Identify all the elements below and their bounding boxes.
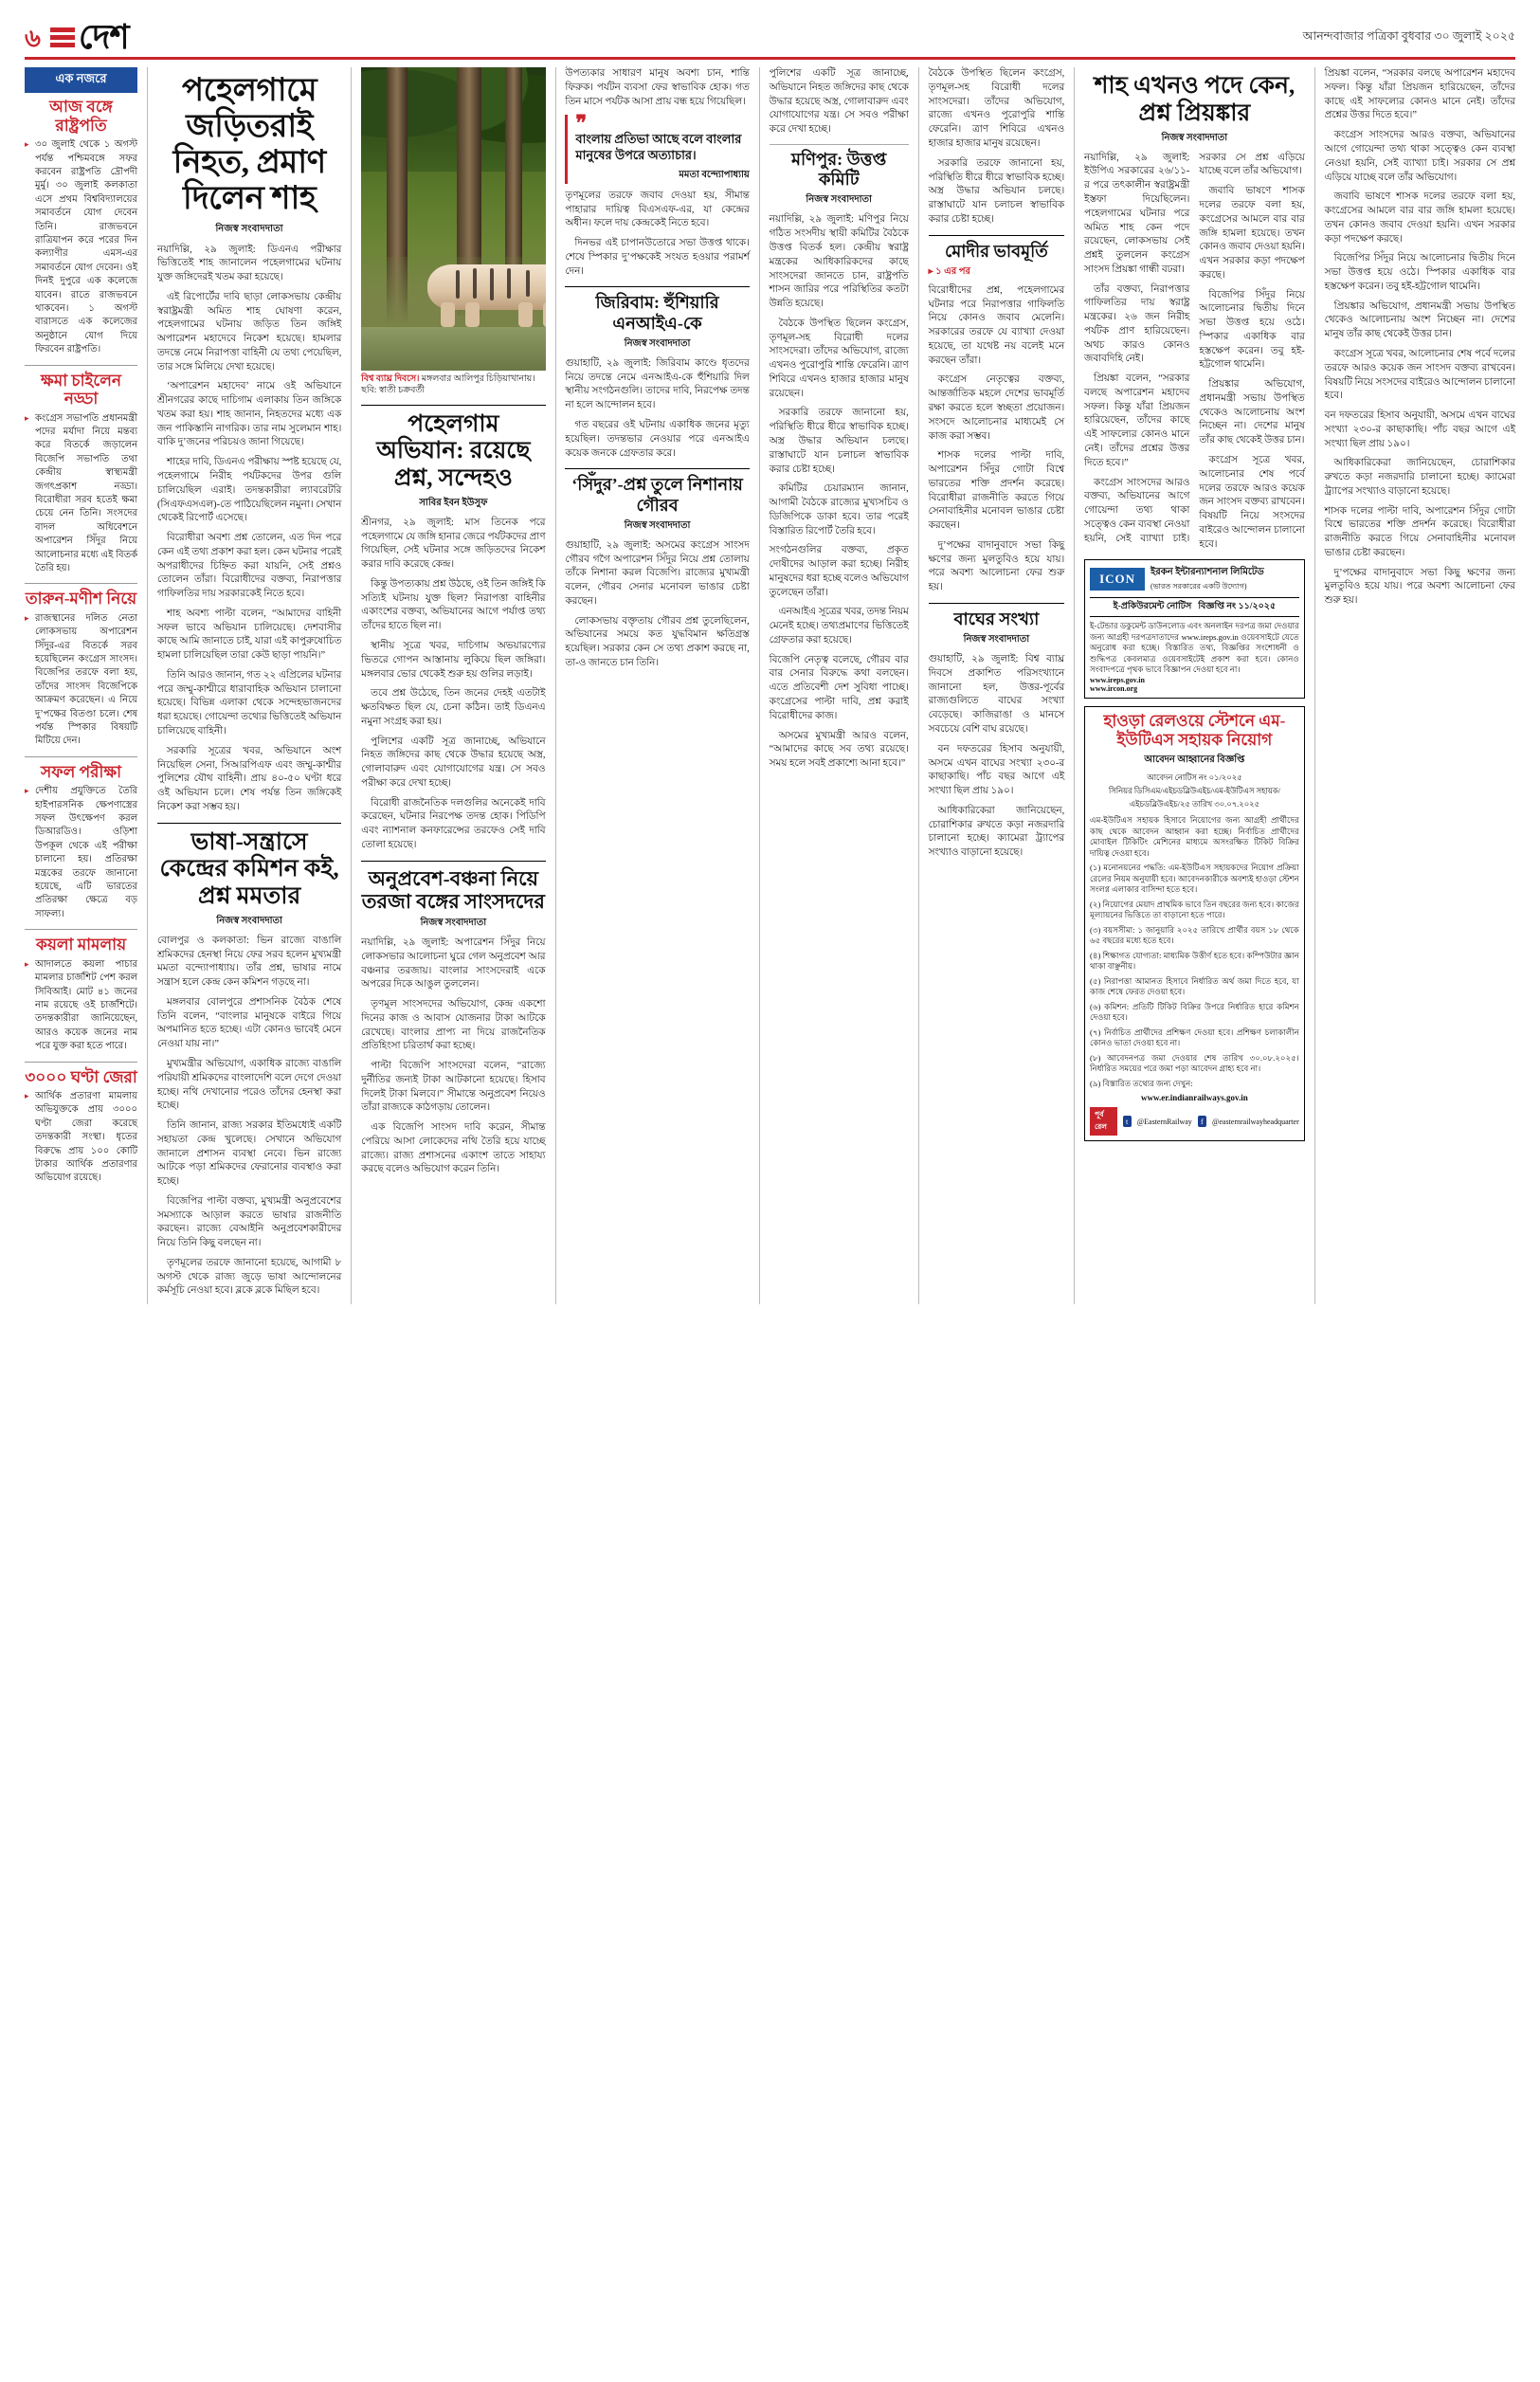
bhasa-body: [157, 935, 341, 1299]
jb-p-3: এনআইএ সূত্রের খবর, তদন্ত নিয়ম মেনেই হচ্ছে। তথ্যপ্রমাণের ভিত্তিতেই গ্রেফতার করা হয়েছে।: [769, 607, 909, 646]
modi-continued-label: ১ এর পর: [935, 265, 971, 277]
lead-p-5: শাহ অবশ্য পাল্টা বলেন, “আমাদের বাহিনী সফল ভাবে অভিযান চালিয়েছে। দেশবাসীর কাছে আমি জানাতে চাই, যারা এই কাপুরুষোচিত হামলা চালিয়েছিল তারা কেউ ছাড়া পায়নি।”: [156, 608, 342, 662]
glance-head-0: আজ বঙ্গে রাষ্ট্রপতি: [49, 98, 113, 135]
ircon-notice-label: ই-প্রকিউরমেন্ট নোটিস: [1113, 602, 1192, 612]
mn-p-1: বৈঠকে উপস্থিত ছিলেন কংগ্রেস, তৃণমূল-সহ বিরোধী দলের সাংসদেরা। তাঁদের অভিযোগ, রাজ্যে এখনও পুরোপুরি শান্তি ফেরেনি। ত্রাণ শিবিরে এখনও হাজার হাজার মানুষ রয়েছেন।: [769, 318, 909, 399]
jiribam-cont: [770, 544, 909, 647]
railway-ad-subtitle: আবেদন আহ্বানের বিজ্ঞপ্তি: [1144, 755, 1245, 766]
jb-p-2: সংগঠনগুলির বক্তব্য, প্রকৃত দোষীদের আড়াল করা হচ্ছে। নিরীহ মানুষদের ধরা হচ্ছে বলেও অভিযোগ তুলেছেন তাঁরা।: [769, 545, 909, 598]
jb-p-1: গত বছরের ওই ঘটনায় একাধিক জনের মৃত্যু হয়েছিল। তদন্তভার নেওয়ার পরে এনআইএ কয়েক জনকে গ্রেফতার করে।: [565, 419, 750, 459]
manipur-byline: নিজস্ব সংবাদদাতা: [806, 194, 872, 206]
lead-p-3: শাহের দাবি, ডিএনএ পরীক্ষায় স্পষ্ট হয়েছে যে, পহেলগামে নিরীহ পর্যটকদের উপর গুলি চালিয়েছিল এরাই। তদন্তকারীরা ল্যাবরেটরি (সিএফএসএল)-তে পাঠিয়েছিলেন নমুনা। সেখান থেকেই রিপোর্ট এসেছে।: [156, 457, 342, 524]
sp-p-2: প্রিয়ঙ্কা বলেন, “সরকার বলছে অপারেশন মহাদেব সফল। কিন্তু যাঁরা প্রিয়জন হারিয়েছেন, তাঁদের কাছে এই সাফল্যের কোনও মানে নেই। তাঁদের প্রশ্নের উত্তর দিতে হবে।”: [1084, 373, 1190, 468]
pa-p-6: উপত্যকার সাধারণ মানুষ অবশ্য চান, শান্তি ফিরুক। পর্যটন ব্যবসা ফের স্বাভাবিক হোক। গত তিন মাসে পর্যটক আসা প্রায় বন্ধ হয়ে গিয়েছিল।: [565, 68, 750, 107]
tc-p-1: বন দফতরের হিসাব অনুযায়ী, অসমে এখন বাঘের সংখ্যা ২৩০-র কাছাকাছি। পাঁচ বছর আগে এই সংখ্যা ছিল প্রায় ১৯০।: [928, 743, 1065, 797]
railway-ad-footer: [1090, 1107, 1299, 1136]
glance-item-5: ▸ আর্থিক প্রতারণা মামলায় অভিযুক্তকে প্রায় ৩০০০ ঘণ্টা জেরা করেছে তদন্তকারী সংস্থা। ধৃতের বিরুদ্ধে প্রায় ১০০ কোটি টাকার আর্থিক প্রতারণার অভিযোগ রয়েছে।: [25, 1090, 137, 1186]
bhasa-p-2: মুখ্যমন্ত্রীর অভিযোগ, একাধিক রাজ্যে বাঙালি পরিযায়ী শ্রমিকদের বাংলাদেশি বলে দেগে দেওয়া হচ্ছে। নথি দেখানোর পরেও তাঁদের হেনস্থা করা হচ্ছে।: [156, 1058, 342, 1112]
modi-image-headline: মোদীর ভাবমূর্তি: [944, 241, 1048, 261]
railway-ad-title: হাওড়া রেলওয়ে স্টেশনে এম-ইউটিএস সহায়ক নিয়োগ: [1103, 711, 1286, 749]
shah-prasna-cont: [1325, 67, 1515, 404]
mi-p-1: কংগ্রেস নেতৃত্বের বক্তব্য, আন্তর্জাতিক মহলে দেশের ভাবমূর্তি রক্ষা করতে হলে স্বচ্ছতা প্রয়োজন। সংসদে আলোচনার মাধ্যমেই সে কাজ করা সম্ভব।: [928, 374, 1065, 442]
pahelgam-abhijan-cont: [565, 67, 749, 109]
mi-p-3b: দু’পক্ষের বাদানুবাদে সভা কিছু ক্ষণের জন্য মুলতুবিও হয়ে যায়। পরে অবশ্য আলোচনা ফের শুরু হয়।: [1324, 567, 1515, 607]
sp-p-4: জবাবি ভাষণে শাসক দলের তরফে বলা হয়, কংগ্রেসের আমলে বার বার জঙ্গি হামলা হয়েছে। তখন কোনও জবাব দেওয়া হয়নি। এখন সরকার কড়া পদক্ষেপ করছে।: [1199, 186, 1305, 281]
bhasa-byline: নিজস্ব সংবাদদাতা: [216, 915, 282, 926]
bhasa-headline: ভাষা-সন্ত্রাসে কেন্দ্রের কমিশন কই, প্রশ্ন মমতার: [159, 828, 339, 910]
column-four: [565, 67, 749, 1304]
rw-point-5: (৬) কমিশন: প্রতিটি টিকিট বিক্রির উপরে নির্ধারিত হারে কমিশন দেওয়া হবে।: [1090, 1001, 1299, 1023]
rw-point-0: (১) মনোনয়নের পদ্ধতি: এম-ইউটিএস সহায়কদের নিয়োগ প্রক্রিয়া রেলের নিয়ম অনুযায়ী হবে। আবেদনকারীকে অবশ্যই হাওড়া স্টেশন সংলগ্ন এলাকার বাসিন্দা হতে হবে।: [1090, 863, 1299, 895]
tc-p-0: গুয়াহাটি, ২৯ জুলাই: বিশ্ব ব্যাঘ্র দিবসে প্রকাশিত পরিসংখ্যানে জানানো হল, উত্তর-পূর্বের রাজ্যগুলিতে বাঘের সংখ্যা বেড়েছে। কাজিরাঙা ও মানসে সবচেয়ে বেশি বাঘ রয়েছে।: [928, 654, 1065, 735]
rw-point-8: (৯) বিস্তারিত তথ্যের জন্য দেখুন:: [1090, 1078, 1193, 1088]
manipur-body: [770, 213, 909, 538]
bhasa-pullquote: [565, 111, 750, 183]
sp-p-3b: কংগ্রেস সাংসদের আরও বক্তব্য, অভিযানের আগে গোয়েন্দা তথ্য থাকা সত্ত্বেও কেন ব্যবস্থা নেওয়া হয়নি, সেই ব্যাখ্যা চাই। সরকার সে প্রশ্ন এড়িয়ে যাচ্ছে বলে তাঁর অভিযোগ।: [1324, 130, 1515, 183]
masthead-dateline: আনন্দবাজার পত্রিকা বুধবার ৩০ জুলাই ২০২৫: [1302, 29, 1515, 44]
shah-prasna-byline: নিজস্ব সংবাদদাতা: [1161, 132, 1228, 143]
pa-p-0: শ্রীনগর, ২৯ জুলাই: মাস তিনেক পরে পহেলগামে যে জঙ্গি হানার জেরে পর্যটকদের প্রাণ গিয়েছিল, সেই ঘটনার সঙ্গে জড়িতদের নিকেশ করার দাবি করেছে কেন্দ্র।: [361, 517, 546, 571]
sp-p-7: কংগ্রেস সূত্রে খবর, আলোচনার শেষ পর্বে দলের তরফে আরও কয়েক জন সাংসদ বক্তব্য রাখবেন। বিষয়টি নিয়ে সংসদের বাইরেও আন্দোলন চালানো হবে।: [1199, 455, 1305, 550]
mn-p-1b: বৈঠকে উপস্থিত ছিলেন কংগ্রেস, তৃণমূল-সহ বিরোধী দলের সাংসদেরা। তাঁদের অভিযোগ, রাজ্যে এখনও পুরোপুরি শান্তি ফেরেনি। ত্রাণ শিবিরে এখনও হাজার হাজার মানুষ রয়েছেন।: [928, 68, 1065, 150]
glance-head-2: তারুন-মণীশ নিয়ে: [25, 590, 137, 609]
shah-prasna-headline: শাহ এখনও পদে কেন, প্রশ্ন প্রিয়ঙ্কার: [1094, 73, 1295, 126]
photo-caption: [361, 373, 545, 396]
at-a-glance-tab: এক নজরে: [25, 67, 137, 93]
section-divider-e: [565, 468, 749, 469]
jb-p-0: গুয়াহাটি, ২৯ জুলাই: জিরিবাম কাণ্ডে ধৃতদের নিয়ে তদন্তে নেমে এনআইএ-কে হুঁশিয়ারি দিল স্থানীয় সংগঠনগুলি। তাদের দাবি, নিরপেক্ষ তদন্ত না হলে আন্দোলন হবে।: [565, 357, 750, 411]
column-at-a-glance: [25, 67, 137, 1304]
rw-point-2: (৩) বয়সসীমা: ১ জানুয়ারি ২০২৫ তারিখে প্রার্থীর বয়স ১৮ থেকে ৬৫ বছরের মধ্যে হতে হবে।: [1090, 924, 1299, 946]
photo-caption-text: মঙ্গলবার আলিপুর চিড়িয়াখানায়। ছবি: স্বাতী চক্রবর্তী: [361, 374, 535, 396]
masthead-left: [25, 18, 129, 56]
rw-point-6: (৭) নির্বাচিত প্রার্থীদের প্রশিক্ষণ দেওয়া হবে। প্রশিক্ষণ চলাকালীন কোনও ভাতা দেওয়া হবে না।: [1090, 1027, 1299, 1048]
sg-p-0: গুয়াহাটি, ২৯ জুলাই: অসমের কংগ্রেস সাংসদ গৌরব গগৈ অপারেশন সিঁদুর নিয়ে প্রশ্ন তোলায় তাঁকে নিশানা করল বিজেপি। রাজ্যের মুখ্যমন্ত্রী বলেন, গৌরব সেনার মনোবল ভাঙার চেষ্টা করছেন।: [565, 539, 750, 607]
rw-point-4: (৫) নিরাপত্তা আমানত হিসাবে নির্ধারিত অর্থ জমা দিতে হবে, যা কাজ শেষে ফেরত দেওয়া হবে।: [1090, 975, 1299, 997]
pa-p-2b: পুলিশের একটি সূত্র জানাচ্ছে, অভিযানে নিহত জঙ্গিদের কাছ থেকে উদ্ধার হয়েছে অস্ত্র, গোলাবারুদ এবং যোগাযোগের যন্ত্র। সে সবও পরীক্ষা করে দেখা হচ্ছে।: [769, 68, 909, 136]
ircon-logo-row: [1090, 565, 1299, 593]
tiger-photo-wrap: [361, 67, 545, 396]
column-three: [361, 67, 545, 1304]
glance-item-1: ▸ কংগ্রেস সভাপতি প্রধানমন্ত্রী পদের মর্যাদা নিয়ে মন্তব্য করে বিতর্কে জড়ালেন বিজেপি সভাপতি তথা কেন্দ্রীয় স্বাস্থ্যমন্ত্রী জগৎপ্রকাশ নড্ডা। বিরোধীরা সরব হতেই ক্ষমা চেয়ে নেন তিনি। সংসদের বাদল অধিবেশনে অপারেশন সিঁদুর নিয়ে আলোচনার মধ্যে এই বিতর্ক তৈরি হয়।: [25, 412, 137, 576]
ap-p-4: তৃণমূলের তরফে জবাব দেওয়া হয়, সীমান্ত পাহারার দায়িত্ব বিএসএফ-এর, যা কেন্দ্রের অধীন। ফলে দায় কেন্দ্রকেই নিতে হবে।: [565, 190, 750, 229]
pa-p-3: তবে প্রশ্ন উঠেছে, তিন জনের দেহই এতটাই ক্ষতবিক্ষত ছিল যে, চেনা কঠিন। তাই ডিএনএ নমুনা সংগ্রহ করা হয়।: [361, 688, 546, 727]
tiger-figure: [427, 245, 545, 327]
section-divider-g: [929, 235, 1065, 236]
logo-text: দেশ: [78, 18, 129, 56]
lead-p-0: নয়াদিল্লি, ২৯ জুলাই: ডিএনএ পরীক্ষার ভিত্তিতেই শাহ জানালেন পহেলগামের ঘটনায় যুক্ত জঙ্গিদেরই খতম করা হয়েছে।: [156, 244, 342, 283]
sp-p-3: কংগ্রেস সাংসদের আরও বক্তব্য, অভিযানের আগে গোয়েন্দা তথ্য থাকা সত্ত্বেও কেন ব্যবস্থা নেওয়া হয়নি, সেই ব্যাখ্যা চাই। সরকার সে প্রশ্ন এড়িয়ে যাচ্ছে বলে তাঁর অভিযোগ।: [1084, 152, 1305, 544]
tc-p-2b: আধিকারিকেরা জানিয়েছেন, চোরাশিকার রুখতে কড়া নজরদারি চালানো হচ্ছে। ক্যামেরা ট্র্যাপের সংখ্যাও বাড়ানো হয়েছে।: [1324, 458, 1515, 497]
pahelgam-abhijan-headline: পহেলগাম অভিযান: রয়েছে প্রশ্ন, সন্দেহও: [376, 410, 531, 492]
masthead: [25, 18, 1515, 60]
ircon-subtitle: (ভারত সরকারের একটি উদ্যোগ): [1150, 582, 1247, 591]
manipur-headline: মণিপুর: উত্তপ্ত কমিটি: [791, 150, 887, 190]
lead-body: [157, 244, 341, 815]
pa-p-2: স্থানীয় সূত্রে খবর, দাচিগাম অভয়ারণ্যের ভিতরে গোপন আস্তানায় লুকিয়ে ছিল জঙ্গিরা। মঙ্গলবার ভোর থেকেই শুরু হয় গুলির লড়াই।: [361, 641, 546, 680]
manipur-cont: [929, 67, 1065, 227]
anuprobesh-headline: অনুপ্রবেশ-বঞ্চনা নিয়ে তরজা বঙ্গের সাংসদদের: [361, 866, 545, 913]
sg-p-3: অসমের মুখ্যমন্ত্রী আরও বলেন, “আমাদের কাছে সব তথ্য রয়েছে। সময় হলে সবই প্রকাশ্যে আনা হবে।”: [769, 730, 909, 770]
sp-p-5: বিজেপির সিঁদুর নিয়ে আলোচনার দ্বিতীয় দিনে সভা উত্তপ্ত হয়ে ওঠে। স্পিকার একাধিক বার হস্তক্ষেপ করেন। তবু হই-হট্টগোল থামেনি।: [1199, 289, 1305, 371]
ap-p-3: এক বিজেপি সাংসদ দাবি করেন, সীমান্ত পেরিয়ে আসা লোকেদের নথি তৈরি হয়ে যাচ্ছে রাজ্যে। রাজ্য প্রশাসনের একাংশ তাতে সাহায্য করছে বলেও অভিযোগ করেন তিনি।: [361, 1122, 546, 1175]
sp-p-1: তাঁর বক্তব্য, নিরাপত্তার গাফিলতির দায় স্বরাষ্ট্র মন্ত্রকের। ২৬ জন নিরীহ পর্যটক প্রাণ হারিয়েছেন। অথচ কারও কোনও জবাবদিহি নেই।: [1084, 283, 1190, 365]
mi-p-0: বিরোধীদের প্রশ্ন, পহেলগামের ঘটনার পরে নিরাপত্তার গাফিলতি নিয়ে কোনও জবাব মেলেনি। সরকারের তরফে যে ব্যাখ্যা দেওয়া হয়েছে, তা যথেষ্ট নয় বলেই মনে করছেন তাঁরা।: [928, 284, 1065, 366]
column-divider-6: [1074, 67, 1075, 1304]
glance-item-0: ▸ ৩০ জুলাই থেকে ১ অগস্ট পর্যন্ত পশ্চিমবঙ্গে সফর করবেন রাষ্ট্রপতি দ্রৌপদী মুর্মু। ৩০ জুলাই কলকাতা এসে প্রথম বিশ্ববিদ্যালয়ের সমাবর্তনে যোগ দেবেন তিনি। রাজভবনে রাত্রিযাপন করে পরের দিন কল্যাণীর এমস-এর সমাবর্তনে যোগ দেবেন। ওই দিনই দুপুরে এক কলেজে যাবেন। রাতে রাজভবনে থাকবেন। ১ অগস্ট বারাসতে এক কলেজের অনুষ্ঠানে যোগ দিয়ে ফিরবেন রাষ্ট্রপতি।: [25, 138, 137, 356]
section-divider-a: [157, 823, 341, 824]
column-six: [929, 67, 1065, 1304]
lead-p-6: তিনি আরও জানান, গত ২২ এপ্রিলের ঘটনার পরে জম্মু-কাশ্মীরে ধারাবাহিক অভিযান চালানো হয়েছে। বিভিন্ন এলাকা থেকে সন্দেহভাজনদের ধরা হয়েছে। গোয়েন্দা তথ্যের ভিত্তিতেই অভিযান চালিয়েছে বাহিনী।: [156, 669, 342, 736]
page-number: ৬: [25, 25, 41, 53]
modi-image-cont: [1325, 505, 1515, 609]
tc-p-2: আধিকারিকেরা জানিয়েছেন, চোরাশিকার রুখতে কড়া নজরদারি চালানো হচ্ছে। ক্যামেরা ট্র্যাপের সংখ্যাও বাড়ানো হয়েছে।: [928, 805, 1065, 859]
shah-prasna-body: [1084, 152, 1305, 553]
tiger-count-cont: [1325, 409, 1515, 500]
quote-mark-icon: ❞: [575, 111, 588, 136]
glance-head-4: কয়লা মামলায়: [35, 936, 127, 955]
sp-p-2b: প্রিয়ঙ্কা বলেন, “সরকার বলছে অপারেশন মহাদেব সফল। কিন্তু যাঁরা প্রিয়জন হারিয়েছেন, তাঁদের কাছে এই সাফল্যের কোনও মানে নেই। তাঁদের প্রশ্নের উত্তর দিতে হবে।”: [1324, 68, 1515, 121]
sindoor-gaurav-body: [565, 539, 749, 671]
sp-p-0: নয়াদিল্লি, ২৯ জুলাই: ইউপিএ সরকারের ২৬/১১-র পরে তৎকালীন স্বরাষ্ট্রমন্ত্রী ইস্তফা দিয়েছিলেন। পহেলগামের ঘটনার পরে অমিত শাহ কেন পদে রয়েছেন, লোকসভায় সেই প্রশ্নই তুললেন কংগ্রেস সাংসদ প্রিয়ঙ্কা গান্ধী বঢরা।: [1084, 152, 1190, 275]
column-divider-3: [555, 67, 556, 1304]
column-eight: [1325, 67, 1515, 1304]
glance-head-1: ক্ষমা চাইলেন নড্ডা: [41, 371, 122, 409]
railway-handle-2[interactable]: @easternrailwayheadquarter: [1211, 1117, 1299, 1126]
railway-intro: এম-ইউটিএস সহায়ক হিসাবে নিয়োগের জন্য আগ্রহী প্রার্থীদের কাছ থেকে আবেদন আহ্বান করা হচ্ছে। নির্বাচিত প্রার্থীদের মোবাইল টিকিটিং মেশিনের মাধ্যমে অসংরক্ষিত টিকিট বিক্রির দায়িত্ব দেওয়া হবে।: [1090, 815, 1299, 858]
mn-p-2b: সরকারি তরফে জানানো হয়, পরিস্থিতি ধীরে ধীরে স্বাভাবিক হচ্ছে। অস্ত্র উদ্ধার অভিযান চলছে। রাস্তাঘাটে যান চলাচল স্বাভাবিক করার চেষ্টা হচ্ছে।: [928, 157, 1065, 225]
pa-p-1: কিন্তু উপত্যকায় প্রশ্ন উঠছে, ওই তিন জঙ্গিই কি সত্যিই ঘটনায় যুক্ত ছিল? নিরাপত্তা বাহিনীর একাংশের বক্তব্য, অভিযানের আগে পর্যাপ্ত তথ্য তাঁদের হাতে ছিল না।: [361, 578, 546, 632]
railway-notice-no: আবেদন নোটিস নং ০১/২০২৫: [1147, 773, 1242, 783]
ad-railway[interactable]: [1084, 706, 1305, 1141]
bhasa-p-0: বোলপুর ও কলকাতা: ভিন রাজ্যে বাঙালি শ্রমিকদের হেনস্থা নিয়ে ফের সরব হলেন মুখ্যমন্ত্রী মমতা বন্দ্যোপাধ্যায়। তাঁর প্রশ্ন, ভাষার নামে সন্ত্রাস হলে কেন্দ্র কেন কমিশন গড়ছে না।: [156, 935, 342, 989]
ap-p-5: দিনভর এই চাপানউতোরে সভা উত্তপ্ত থাকে। শেষে স্পিকার দু’পক্ষকেই সংযত হওয়ার পরামর্শ দেন।: [565, 238, 750, 277]
bhasa-p-3: তিনি জানান, রাজ্য সরকার ইতিমধ্যেই একটি সহায়তা কেন্দ্র খুলেছে। সেখানে অভিযোগ জানালে প্রশাসন ব্যবস্থা নেবে। ভিন রাজ্যে আটকে পড়া শ্রমিকদের ফেরানোর ব্যবস্থাও করা হচ্ছে।: [156, 1120, 342, 1188]
ircon-title: ইরকন ইন্টারন্যাশনাল লিমিটেড: [1150, 567, 1264, 578]
railway-footer-tag: পূর্ব রেল: [1090, 1107, 1117, 1136]
jiribam-headline: জিরিবাম: হুঁশিয়ারি এনআইএ-কে: [595, 293, 719, 333]
anuprobesh-body: [361, 936, 545, 1177]
tiger-photo: [361, 67, 545, 371]
glance-item-4: ▸ আদালতে কয়লা পাচার মামলার চার্জশিট পেশ করল সিবিআই। মোট ৪১ জনের নাম রয়েছে ওই চার্জশিটে। তদন্তকারীরা জানিয়েছেন, আরও কয়েক জনের নাম পরে যুক্ত করা হতে পারে।: [25, 958, 137, 1054]
column-divider-5: [918, 67, 919, 1304]
page-content: [25, 67, 1515, 1304]
column-five: [770, 67, 909, 1304]
ircon-site2[interactable]: www.ircon.org: [1090, 683, 1138, 693]
column-divider-4: [759, 67, 760, 1304]
facebook-icon[interactable]: f: [1198, 1116, 1206, 1127]
column-divider-2: [351, 67, 352, 1304]
glance-item-2: ▸ রাজস্থানের দলিত নেতা লোকসভায় অপারেশন সিঁদুর-এর বিতর্কে সরব হয়েছিলেন কংগ্রেস সাংসদ। বিজেপির তরফে বলা হয়, তাঁদের সাংসদ বিজেপিকে আক্রমণ করেছেন। এ নিয়ে দু’পক্ষের বিতণ্ডা চলে। শেষ পর্যন্ত স্পিকার বিষয়টি মিটিয়ে দেন।: [25, 612, 137, 749]
bhasa-p-5: তৃণমূলের তরফে জানানো হয়েছে, আগামী ৮ অগস্ট থেকে রাজ্য জুড়ে ভাষা আন্দোলনের কর্মসূচি নেওয়া হবে। ব্লকে ব্লকে মিছিল হবে।: [156, 1257, 342, 1297]
ircon-body: ই-টেন্ডার ডকুমেন্ট ডাউনলোড এবং অনলাইন দরপত্র জমা দেওয়ার জন্য আগ্রহী দরপত্রদাতাদের www.ireps.gov.in ওয়েবসাইটে যেতে অনুরোধ করা হচ্ছে। বিস্তারিত তথ্য, বিজ্ঞপ্তির সংশোধনী ও শুদ্ধিপত্র কেবলমাত্র ওয়েবসাইটেই প্রকাশ করা হবে। কোনও সংবাদপত্রে পৃথক ভাবে বিজ্ঞাপন দেওয়া হবে না।: [1090, 621, 1299, 675]
logo-bars-icon: [50, 27, 75, 47]
pa-p-5: বিরোধী রাজনৈতিক দলগুলির অনেকেই দাবি করেছেন, ঘটনার নিরপেক্ষ তদন্ত হোক। পিডিপি এবং ন্যাশনাল কনফারেন্সের তরফেও সেই দাবি তোলা হয়েছে।: [361, 797, 546, 850]
glance-item-3: ▸ দেশীয় প্রযুক্তিতে তৈরি হাইপারসনিক ক্ষেপণাস্ত্রের সফল উৎক্ষেপণ করল ডিআরডিও। ওড়িশা উপকূল থেকে এই পরীক্ষা চালানো হয়। প্রতিরক্ষা মন্ত্রকের তরফে জানানো হয়েছে, এটি ভারতের প্রতিরক্ষা ক্ষেত্রে বড় সাফল্য।: [25, 785, 137, 921]
section-divider-f: [770, 144, 909, 145]
bhasa-p-4: বিজেপির পাল্টা বক্তব্য, মুখ্যমন্ত্রী অনুপ্রবেশের সমস্যাকে আড়াল করতে ভাষার রাজনীতি করছেন। রাজ্যে বেআইনি অনুপ্রবেশকারীদের নিয়ে তিনি কিছু বলছেন না।: [156, 1195, 342, 1249]
tiger-count-body: [929, 653, 1065, 861]
railway-ref-line: সিনিয়র ডিসিএম/এইচডব্লিউএইচ/এম-ইউটিএস সহায়ক/এইচডব্লিউএইচ/২৫ তারিখ ৩০.০৭.২০২৫: [1108, 787, 1280, 809]
ap-p-1: তৃণমূল সাংসদদের অভিযোগ, কেন্দ্র একশো দিনের কাজ ও আবাস যোজনার টাকা আটকে রেখেছে। বাংলার প্রাপ্য না দিয়ে রাজনৈতিক প্রতিহিংসা চরিতার্থ করা হচ্ছে।: [361, 999, 546, 1052]
sp-p-6: প্রিয়ঙ্কার অভিযোগ, প্রধানমন্ত্রী সভায় উপস্থিত থেকেও আলোচনায় অংশ নিচ্ছেন না। দেশের মানুষ তাঁর কাছ থেকেই উত্তর চান।: [1199, 379, 1305, 446]
ad-ircon[interactable]: [1084, 559, 1305, 699]
anuprobesh-byline: নিজস্ব সংবাদদাতা: [420, 918, 487, 928]
twitter-icon[interactable]: t: [1123, 1116, 1132, 1127]
mn-p-3: কমিটির চেয়ারম্যান জানান, আগামী বৈঠকে রাজ্যের মুখ্যসচিব ও ডিজিপিকে ডাকা হবে। তার পরেই বিস্তারিত রিপোর্ট তৈরি হবে।: [769, 483, 909, 536]
section-divider-c: [361, 861, 545, 862]
lead-byline: নিজস্ব সংবাদদাতা: [215, 223, 283, 234]
column-seven: [1084, 67, 1305, 1304]
sp-p-7b: কংগ্রেস সূত্রে খবর, আলোচনার শেষ পর্বে দলের তরফে আরও কয়েক জন সাংসদ বক্তব্য রাখবেন। বিষয়টি নিয়ে সংসদের বাইরেও আন্দোলন চালানো হবে।: [1324, 348, 1515, 402]
bhasa-p-1: মঙ্গলবার বোলপুরে প্রশাসনিক বৈঠক শেষে তিনি বলেন, “বাংলার মানুষকে বাইরে গিয়ে অপমানিত হতে হচ্ছে। এটা কোনও ভাবেই মেনে নেওয়া যায় না।”: [156, 996, 342, 1050]
lead-p-7: সরকারি সূত্রের খবর, অভিযানে অংশ নিয়েছিল সেনা, সিআরপিএফ এবং জম্মু-কাশ্মীর পুলিশের যৌথ বাহিনী। প্রায় ৪০-৫০ ঘণ্টা ধরে ওই অভিযান চলে। শেষ পর্যন্ত তিন জঙ্গিকেই নিকেশ করা সম্ভব হয়।: [156, 745, 342, 812]
sp-p-6b: প্রিয়ঙ্কার অভিযোগ, প্রধানমন্ত্রী সভায় উপস্থিত থেকেও আলোচনায় অংশ নিচ্ছেন না। দেশের মানুষ তাঁর কাছ থেকেই উত্তর চান।: [1324, 300, 1515, 340]
anuprobesh-cont: [565, 190, 749, 280]
ap-p-0: নয়াদিল্লি, ২৯ জুলাই: অপারেশন সিঁদুর নিয়ে লোকসভার আলোচনা ঘুরে গেল অনুপ্রবেশ আর বঞ্চনার তরজায়। বাংলার সাংসদেরাই একে অপরের দিকে আঙুল তুললেন।: [361, 937, 546, 991]
ircon-site1[interactable]: www.ireps.gov.in: [1090, 675, 1145, 684]
mi-p-2b: শাসক দলের পাল্টা দাবি, অপারেশন সিঁদুর গোটা বিশ্বে ভারতের শক্তি প্রদর্শন করেছে। বিরোধীরা রাজনীতি করতে গিয়ে সেনাবাহিনীর মনোবল ভাঙার চেষ্টা করছেন।: [1324, 505, 1515, 558]
sp-p-4b: জবাবি ভাষণে শাসক দলের তরফে বলা হয়, কংগ্রেসের আমলে বার বার জঙ্গি হামলা হয়েছে। তখন কোনও জবাব দেওয়া হয়নি। এখন সরকার কড়া পদক্ষেপ করছে।: [1324, 191, 1515, 245]
mi-p-2: শাসক দলের পাল্টা দাবি, অপারেশন সিঁদুর গোটা বিশ্বে ভারতের শক্তি প্রদর্শন করেছে। বিরোধীরা রাজনীতি করতে গিয়ে সেনাবাহিনীর মনোবল ভাঙার চেষ্টা করছেন।: [928, 450, 1065, 532]
rw-point-1: (২) নিয়োগের মেয়াদ প্রাথমিক ভাবে তিন বছরের জন্য হবে। কাজের মূল্যায়নের ভিত্তিতে তা বাড়ানো হতে পারে।: [1090, 899, 1299, 920]
section-divider-d: [565, 286, 749, 287]
mn-p-0: নয়াদিল্লি, ২৯ জুলাই: মণিপুর নিয়ে গঠিত সংসদীয় স্থায়ী কমিটির বৈঠকে উত্তপ্ত বিতর্ক হল। কেন্দ্রীয় স্বরাষ্ট্র মন্ত্রকের আধিকারিকদের কাছে সাংসদেরা জানতে চান, রাষ্ট্রপতি শাসন জারির পরে পরিস্থিতির কতটা উন্নতি হয়েছে।: [769, 214, 909, 310]
modi-image-body: [929, 284, 1065, 595]
lead-p-1: এই রিপোর্টের দাবি ছাড়া লোকসভায় কেন্দ্রীয় স্বরাষ্ট্রমন্ত্রী অমিত শাহ ঘোষণা করেন, পহেলগামের ঘটনায় জড়িত তিন জঙ্গিই অপারেশন মহাদেবে নিকেশ হয়েছে। হামলার তদন্তে নেমে নিরাপত্তা বাহিনী যে তথ্য পেয়েছিল, তার সঙ্গে মিলিয়ে দেখা হয়েছে।: [156, 291, 342, 373]
pa-p-4: পুলিশের একটি সূত্র জানাচ্ছে, অভিযানে নিহত জঙ্গিদের কাছ থেকে উদ্ধার হয়েছে অস্ত্র, গোলাবারুদ এবং যোগাযোগের যন্ত্র। সে সবও পরীক্ষা করে দেখা হচ্ছে।: [361, 736, 546, 789]
ap-p-2: পাল্টা বিজেপি সাংসদেরা বলেন, “রাজ্যে দুর্নীতির জন্যই টাকা আটকানো হয়েছে। হিসাব দিলেই টাকা মিলবে।” সীমান্তে অনুপ্রবেশ নিয়েও তাঁরা রাজ্যকে কাঠগড়ায় তোলেন।: [361, 1061, 546, 1114]
rw-point-3: (৪) শিক্ষাগত যোগ্যতা: মাধ্যমিক উত্তীর্ণ হতে হবে। কম্পিউটার জ্ঞান থাকা বাঞ্ছনীয়।: [1090, 950, 1299, 972]
sg-p-2: বিজেপি নেতৃত্ব বলেছে, গৌরব বার বার সেনার বিরুদ্ধে কথা বলছেন। এতে প্রতিবেশী দেশ সুবিধা পাচ্ছে। কংগ্রেসের পাল্টা দাবি, প্রশ্ন করাই বিরোধীদের কাজ।: [769, 654, 909, 721]
sindoor-gaurav-byline: নিজস্ব সংবাদদাতা: [624, 519, 691, 531]
sg-p-1: লোকসভায় বক্তৃতায় গৌরব প্রশ্ন তুলেছিলেন, অভিযানের সময়ে কত যুদ্ধবিমান ক্ষতিগ্রস্ত হয়েছিল। সরকার কেন সে তথ্য প্রকাশ করছে না, তা-ও জানতে চান তিনি।: [565, 615, 750, 668]
pullquote-text: বাংলায় প্রতিভা আছে বলে বাংলার মানুষের উপরে অত্যাচার।: [575, 132, 742, 162]
glance-head-3: সফল পরীক্ষা: [41, 762, 122, 781]
tiger-count-byline: নিজস্ব সংবাদদাতা: [963, 634, 1030, 646]
sindoor-gaurav-cont: [770, 654, 909, 772]
pahelgam-abhijan-byline: সাবির ইবন ইউসুফ: [419, 497, 488, 508]
railway-website[interactable]: www.er.indianrailways.gov.in: [1141, 1093, 1248, 1103]
sindoor-gaurav-headline: ‘সিঁদুর’-প্রশ্ন তুলে নিশানায় গৌরব: [571, 475, 743, 515]
pahelgam-abhijan-body: [361, 517, 545, 853]
jiribam-byline: নিজস্ব সংবাদদাতা: [624, 337, 691, 349]
railway-points: [1090, 863, 1299, 1089]
rw-point-7: (৮) আবেদনপত্র জমা দেওয়ার শেষ তারিখ ৩০.০৮.২০২৫। নির্ধারিত সময়ের পরে জমা পড়া আবেদন গ্রাহ্য হবে না।: [1090, 1052, 1299, 1074]
mn-p-2: সরকারি তরফে জানানো হয়, পরিস্থিতি ধীরে ধীরে স্বাভাবিক হচ্ছে। অস্ত্র উদ্ধার অভিযান চলছে। রাস্তাঘাটে যান চলাচল স্বাভাবিক করার চেষ্টা হচ্ছে।: [769, 408, 909, 475]
column-lead: [157, 67, 341, 1304]
modi-continued-from: ▸ ১ এর পর: [928, 265, 971, 277]
tc-p-1b: বন দফতরের হিসাব অনুযায়ী, অসমে এখন বাঘের সংখ্যা ২৩০-র কাছাকাছি। পাঁচ বছর আগে এই সংখ্যা ছিল প্রায় ১৯০।: [1324, 410, 1515, 449]
glance-head-5: ৩০০০ ঘণ্টা জেরা: [25, 1067, 137, 1086]
column-divider-1: [147, 67, 148, 1304]
lead-p-4: বিরোধীরা অবশ্য প্রশ্ন তোলেন, এত দিন পরে কেন এই তথ্য প্রকাশ করা হল। কেন ঘটনার পরেই অপরাধীদের চিহ্নিত করা যায়নি, সেই প্রশ্নও তোলেন তাঁরা। বিরোধীদের বক্তব্য, নিরাপত্তার গাফিলতির দায় সরকারকেই নিতে হবে।: [156, 533, 342, 600]
jiribam-body: [565, 357, 749, 461]
mi-p-3: দু’পক্ষের বাদানুবাদে সভা কিছু ক্ষণের জন্য মুলতুবিও হয়ে যায়। পরে অবশ্য আলোচনা ফের শুরু হয়।: [928, 539, 1065, 593]
manipur-lead-fill: [770, 67, 909, 137]
tiger-count-headline: বাঘের সংখ্যা: [953, 609, 1040, 628]
pullquote-attrib: মমতা বন্দ্যোপাধ্যায়: [679, 169, 750, 180]
lead-p-2: ‘অপারেশন মহাদেব’ নামে ওই অভিযানে শ্রীনগরের কাছে দাচিগাম এলাকায় তিন জঙ্গিকে খতম করা হয়। শাহ জানান, নিহতদের মধ্যে এক জন পাকিস্তানি নাগরিক। তার নাম সুলেমান শাহ। বাকি দু’জনের পরিচয়ও জানা গিয়েছে।: [156, 381, 342, 448]
section-divider-h: [929, 603, 1065, 604]
section-divider-b: [361, 405, 545, 406]
publication-logo: [50, 18, 129, 56]
photo-caption-lead: বিশ্ব ব্যাঘ্র দিবসে।: [361, 374, 420, 385]
ircon-logo-icon: ICON: [1090, 568, 1145, 591]
ircon-ref: বিজ্ঞপ্তি নং ১১/২০২৫: [1198, 602, 1277, 612]
railway-handle-1[interactable]: @EasternRailway: [1136, 1117, 1192, 1126]
column-divider-7: [1314, 67, 1315, 1304]
lead-headline: পহেলগামে জড়িতরাই নিহত, প্রমাণ দিলেন শাহ: [172, 73, 326, 217]
sp-p-5b: বিজেপির সিঁদুর নিয়ে আলোচনার দ্বিতীয় দিনে সভা উত্তপ্ত হয়ে ওঠে। স্পিকার একাধিক বার হস্তক্ষেপ করেন। তবু হই-হট্টগোল থামেনি।: [1324, 253, 1515, 292]
